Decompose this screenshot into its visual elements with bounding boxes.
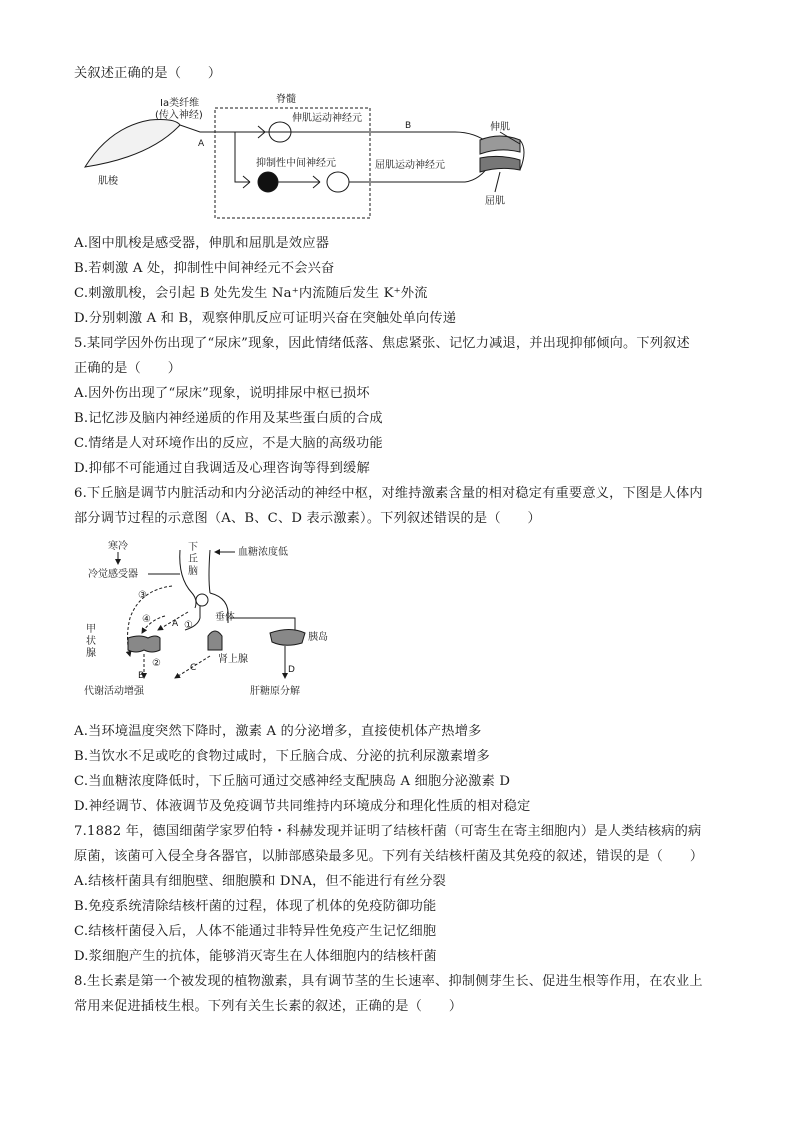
q5-option-b: B.记忆涉及脑内神经递质的作用及某些蛋白质的合成 <box>74 411 383 426</box>
thyroid-shape <box>128 636 160 652</box>
label-extensor: 伸肌 <box>490 122 510 133</box>
label-muscle-spindle: 肌梭 <box>98 176 118 187</box>
label-num-4: ④ <box>142 614 151 625</box>
label-hypothalamus-2: 丘 <box>188 554 198 565</box>
q4-stem-tail: 关叙述正确的是（ ） <box>74 66 222 81</box>
flexor-muscle-shape <box>480 156 520 172</box>
label-num-3: ③ <box>138 590 147 601</box>
label-ia-fiber: Ia类纤维 <box>160 98 200 109</box>
label-cold: 寒冷 <box>108 541 128 552</box>
label-pituitary: 垂体 <box>215 612 235 623</box>
q5-stem-line1: 5.某同学因外伤出现了“尿床”现象，因此情绪低落、焦虑紧张、记忆力减退，并出现抑郁倾向。下列叙述 <box>74 336 690 351</box>
label-point-a: A <box>198 139 205 149</box>
q5-option-a: A.因外伤出现了“尿床”现象，说明排尿中枢已损坏 <box>74 386 370 401</box>
q4-option-d: D.分别刺激 A 和 B，观察伸肌反应可证明兴奋在突触处单向传递 <box>74 311 457 326</box>
reflex-arc-diagram <box>80 92 530 222</box>
label-extensor-motor-neuron: 伸肌运动神经元 <box>292 113 362 124</box>
q7-option-c: C.结核杆菌侵入后，人体不能通过非特异性免疫产生记忆细胞 <box>74 924 437 939</box>
q8-stem-line1: 8.生长素是第一个被发现的植物激素，具有调节茎的生长速率、抑制侧芽生长、促进生根等作用，在农业上 <box>74 974 703 989</box>
q6-stem-line1: 6.下丘脑是调节内脏活动和内分泌活动的神经中枢，对维持激素含量的相对稳定有重要意义，下图是人体内 <box>74 486 703 501</box>
islet-shape <box>270 630 305 646</box>
label-hypothalamus-1: 下 <box>188 542 198 553</box>
label-num-2: ② <box>152 658 161 669</box>
q6-option-b: B.当饮水不足或吃的食物过咸时，下丘脑合成、分泌的抗利尿激素增多 <box>74 749 490 764</box>
q4-option-b: B.若刺激 A 处，抑制性中间神经元不会兴奋 <box>74 261 335 276</box>
q8-stem-line2: 常用来促进插枝生根。下列有关生长素的叙述，正确的是（ ） <box>74 999 463 1014</box>
label-islet: 胰岛 <box>308 632 328 643</box>
label-spinal-cord: 脊髓 <box>276 94 296 105</box>
adrenal-shape <box>208 631 222 650</box>
q7-option-b: B.免疫系统清除结核杆菌的过程，体现了机体的免疫防御功能 <box>74 899 437 914</box>
label-metabolism: 代谢活动增强 <box>84 686 144 697</box>
label-num-1: ① <box>184 620 193 631</box>
q5-option-d: D.抑郁不可能通过自我调适及心理咨询等得到缓解 <box>74 461 370 476</box>
q7-option-a: A.结核杆菌具有细胞壁、细胞膜和 DNA，但不能进行有丝分裂 <box>74 874 447 889</box>
q6-option-d: D.神经调节、体液调节及免疫调节共同维持内环境成分和理化性质的相对稳定 <box>74 799 531 814</box>
q7-stem-line2: 原菌，该菌可入侵全身各器官，以肺部感染最多见。下列有关结核杆菌及其免疫的叙述，错误的是（ ） <box>74 849 704 864</box>
hypothalamus-regulation-diagram <box>80 538 380 710</box>
q5-option-c: C.情绪是人对环境作出的反应，不是大脑的高级功能 <box>74 436 383 451</box>
q5-stem-line2: 正确的是（ ） <box>74 361 182 376</box>
q7-option-d: D.浆细胞产生的抗体，能够消灭寄生在人体细胞内的结核杆菌 <box>74 949 437 964</box>
label-adrenal: 肾上腺 <box>218 654 248 665</box>
label-low-glucose: 血糖浓度低 <box>238 547 288 558</box>
q4-option-c: C.刺激肌梭，会引起 B 处先发生 Na⁺内流随后发生 K⁺外流 <box>74 286 428 301</box>
label-hormone-b: B <box>138 671 145 681</box>
q6-option-c: C.当血糖浓度降低时，下丘脑可通过交感神经支配胰岛 A 细胞分泌激素 D <box>74 774 511 789</box>
label-cold-receptor: 冷觉感受器 <box>88 569 138 580</box>
label-inhibitory-interneuron: 抑制性中间神经元 <box>256 158 336 169</box>
pituitary-shape <box>196 594 208 606</box>
label-thyroid-2: 状 <box>86 636 96 647</box>
label-afferent: (传入神经) <box>155 110 203 121</box>
label-point-b: B <box>405 121 412 131</box>
extensor-muscle-shape <box>480 136 520 154</box>
label-thyroid-3: 腺 <box>86 648 96 659</box>
q7-stem-line1: 7.1882 年，德国细菌学家罗伯特・科赫发现并证明了结核杆菌（可寄生在寄主细胞内）是人类结核病的病 <box>74 824 702 839</box>
label-hypothalamus-3: 脑 <box>188 566 198 577</box>
q6-option-a: A.当环境温度突然下降时，激素 A 的分泌增多，直接使机体产热增多 <box>74 724 482 739</box>
label-flexor-motor-neuron: 屈肌运动神经元 <box>375 160 445 171</box>
q6-stem-line2: 部分调节过程的示意图（A、B、C、D 表示激素）。下列叙述错误的是（ ） <box>74 511 541 526</box>
label-thyroid-1: 甲 <box>86 624 96 635</box>
muscle-spindle-shape <box>85 120 180 167</box>
q4-option-a: A.图中肌梭是感受器，伸肌和屈肌是效应器 <box>74 236 330 251</box>
label-glycogen: 肝糖原分解 <box>250 686 300 697</box>
label-hormone-c: C <box>190 663 197 673</box>
label-hormone-d: D <box>288 665 295 675</box>
label-flexor: 屈肌 <box>485 196 505 207</box>
label-hormone-a: A <box>172 619 179 629</box>
